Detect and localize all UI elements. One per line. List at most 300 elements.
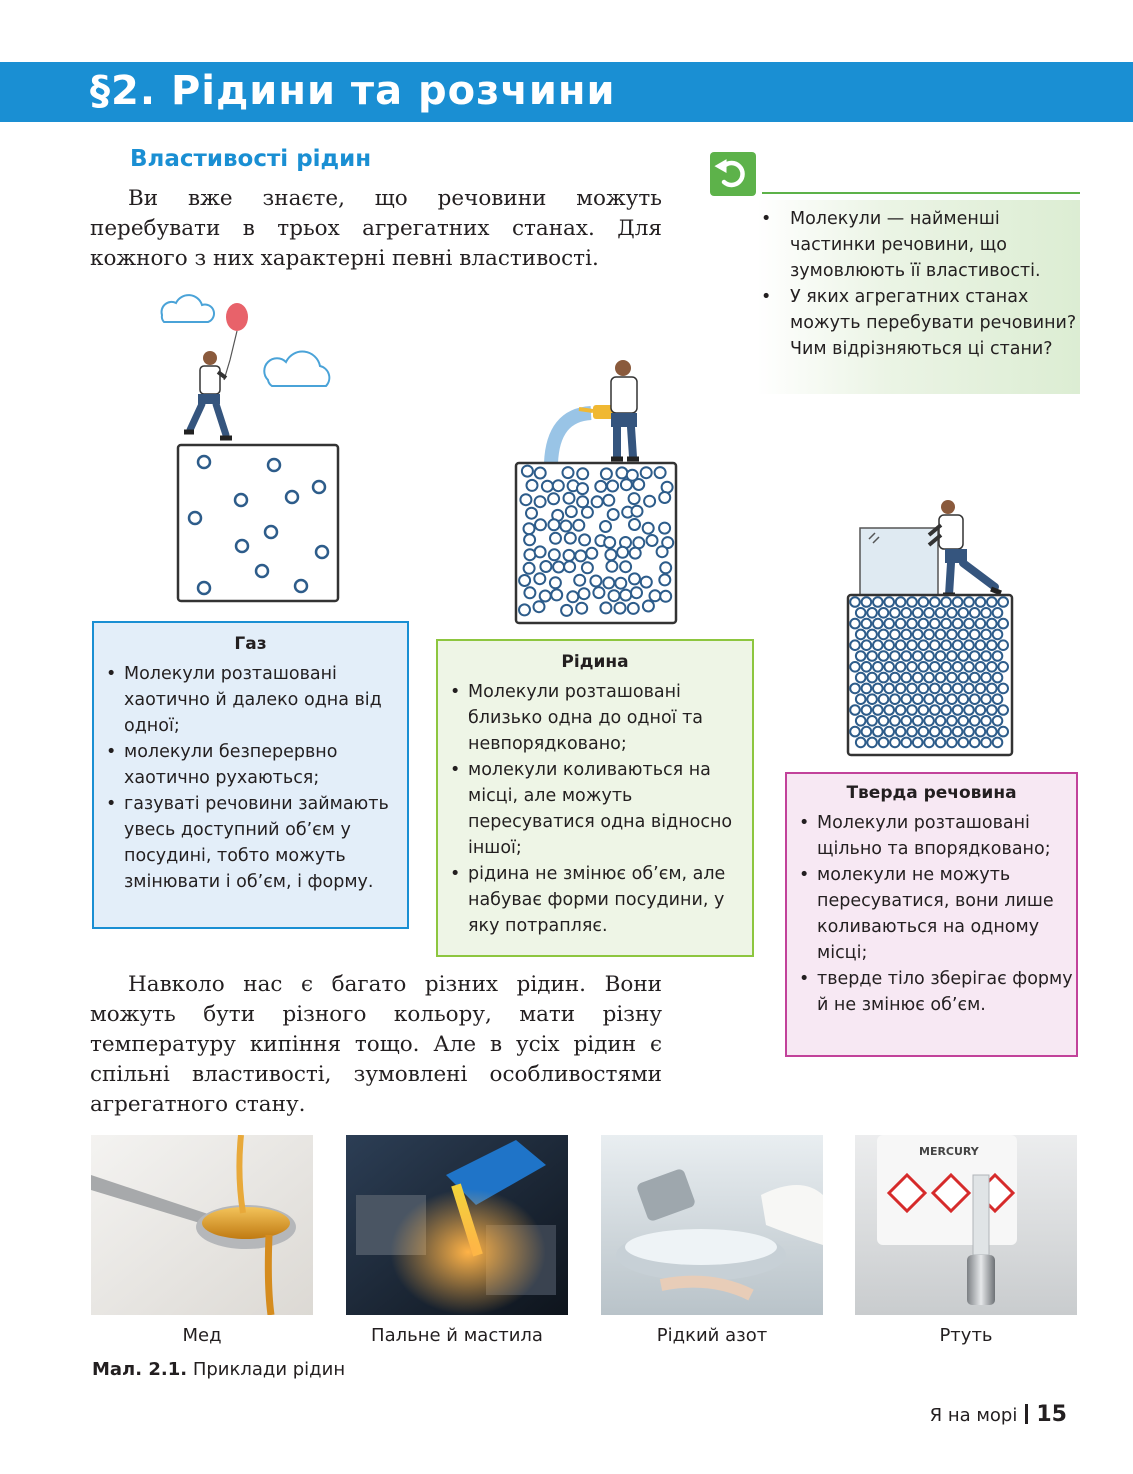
liquid-molecule (520, 494, 531, 505)
solid-molecule (993, 651, 1003, 661)
liquid-molecule (582, 562, 593, 573)
solid-molecule (867, 694, 877, 704)
solid-molecule (873, 662, 883, 672)
solid-molecule (964, 684, 974, 694)
solid-molecule (879, 716, 889, 726)
liquid-molecule (582, 507, 593, 518)
solid-molecule (959, 738, 969, 748)
solid-molecule (993, 716, 1003, 726)
solid-molecule (953, 705, 963, 715)
solid-molecule (896, 727, 906, 737)
liquid-molecule (600, 521, 611, 532)
solid-molecule (993, 673, 1003, 683)
solid-molecule (884, 727, 894, 737)
solid-molecule (993, 630, 1003, 640)
solid-molecule (907, 684, 917, 694)
solid-molecule (902, 630, 912, 640)
liquid-molecule (606, 561, 617, 572)
liquid-molecule (609, 590, 620, 601)
solid-molecule (913, 694, 923, 704)
solid-molecule (947, 694, 957, 704)
solid-molecule (902, 651, 912, 661)
solid-molecule (873, 597, 883, 607)
solid-molecule (879, 630, 889, 640)
photo-caption: Мед (182, 1325, 222, 1346)
solid-molecule (879, 694, 889, 704)
solid-molecule (981, 673, 991, 683)
solid-molecule (924, 738, 934, 748)
solid-molecule (919, 597, 929, 607)
solid-molecule (987, 619, 997, 629)
solid-molecule (941, 640, 951, 650)
liquid-box-title: Рідина (561, 652, 629, 672)
solid-molecule (930, 640, 940, 650)
solid-molecule (941, 684, 951, 694)
solid-molecule (896, 597, 906, 607)
liquid-molecule (603, 495, 614, 506)
solid-molecule (919, 727, 929, 737)
solid-molecule (873, 727, 883, 737)
solid-box-title: Тверда речовина (846, 783, 1017, 803)
solid-molecule (964, 727, 974, 737)
solid-molecule (987, 662, 997, 672)
solid-molecule (907, 619, 917, 629)
solid-molecule (896, 619, 906, 629)
solid-molecule (976, 619, 986, 629)
solid-molecule (930, 727, 940, 737)
liquid-molecule (607, 481, 618, 492)
solid-molecule (856, 608, 866, 618)
solid-molecule (890, 651, 900, 661)
solid-properties-box (785, 772, 1078, 1057)
solid-molecule (993, 738, 1003, 748)
solid-molecule (850, 640, 860, 650)
solid-molecule (890, 608, 900, 618)
liquid-molecule (655, 467, 666, 478)
solid-molecule (902, 694, 912, 704)
liquid-molecule (659, 492, 670, 503)
liquid-molecule (579, 588, 590, 599)
solid-molecule (924, 630, 934, 640)
liquid-molecule (615, 603, 626, 614)
solid-molecule (902, 738, 912, 748)
solid-molecule (913, 608, 923, 618)
solid-molecule (936, 716, 946, 726)
liquid-molecule (535, 468, 546, 479)
solid-molecule (936, 630, 946, 640)
solid-molecule (862, 727, 872, 737)
solid-molecule (907, 597, 917, 607)
intro-paragraph (90, 184, 662, 274)
solid-molecule (947, 716, 957, 726)
solid-molecule (953, 597, 963, 607)
solid-molecule (970, 630, 980, 640)
fuel-oil-photo (346, 1135, 568, 1315)
liquid-molecule (577, 468, 588, 479)
solid-molecule (919, 705, 929, 715)
intro-text: Ви вже знаєте, що речовини можуть перебувати в трьох агрегатних станах. Для кожного з них характерні певні властивості. (90, 186, 662, 271)
solid-molecule (964, 619, 974, 629)
solid-molecule (862, 684, 872, 694)
solid-molecule (873, 619, 883, 629)
solid-molecule (970, 608, 980, 618)
liquid-molecule (605, 549, 616, 560)
liquid-molecule (592, 496, 603, 507)
liquid-molecule (542, 481, 553, 492)
liquid-nitrogen-photo (601, 1135, 823, 1315)
solid-molecule (867, 716, 877, 726)
liquid-properties-box (436, 639, 754, 957)
solid-molecule (850, 727, 860, 737)
solid-molecule (947, 738, 957, 748)
solid-molecule (993, 694, 1003, 704)
solid-molecule (953, 684, 963, 694)
liquid-molecule (534, 601, 545, 612)
solid-illustration (845, 495, 1020, 760)
body-paragraph (90, 970, 662, 1120)
section-heading: Властивості рідин (130, 146, 372, 172)
solid-molecule (879, 738, 889, 748)
solid-molecule (919, 684, 929, 694)
liquid-illustration (513, 355, 688, 625)
solid-molecule (998, 619, 1008, 629)
solid-molecule (896, 662, 906, 672)
solid-molecule (970, 673, 980, 683)
liquid-molecule (540, 561, 551, 572)
solid-molecule (947, 673, 957, 683)
liquid-molecule (604, 537, 615, 548)
gas-property: • Молекули розташовані хаотично й далеко одна від одної; (94, 661, 407, 739)
solid-molecule (987, 705, 997, 715)
honey-photo (91, 1135, 313, 1315)
solid-molecule (998, 705, 1008, 715)
solid-molecule (941, 662, 951, 672)
liquid-molecule (567, 591, 578, 602)
solid-molecule (936, 673, 946, 683)
solid-molecule (873, 705, 883, 715)
solid-molecule (850, 619, 860, 629)
solid-molecule (981, 694, 991, 704)
solid-molecule (976, 640, 986, 650)
solid-molecule (879, 651, 889, 661)
figure-label: Мал. 2.1. (92, 1359, 188, 1380)
solid-molecule (856, 738, 866, 748)
solid-molecule (913, 673, 923, 683)
liquid-molecule (526, 508, 537, 519)
solid-molecule (907, 662, 917, 672)
liquid-molecule (620, 590, 631, 601)
solid-molecule (964, 662, 974, 672)
solid-molecule (987, 597, 997, 607)
solid-molecule (884, 597, 894, 607)
liquid-molecule (601, 468, 612, 479)
solid-molecule (890, 694, 900, 704)
solid-molecule (902, 608, 912, 618)
solid-molecule (856, 716, 866, 726)
solid-molecule (998, 684, 1008, 694)
solid-molecule (981, 651, 991, 661)
liquid-molecule (595, 481, 606, 492)
liquid-molecule (564, 550, 575, 561)
solid-molecule (907, 705, 917, 715)
liquid-molecule (660, 562, 671, 573)
solid-molecule (959, 694, 969, 704)
liquid-molecule (574, 575, 585, 586)
solid-molecule (862, 705, 872, 715)
liquid-molecule (573, 520, 584, 531)
solid-molecule (981, 716, 991, 726)
gas-illustration (150, 280, 350, 605)
solid-molecule (850, 684, 860, 694)
solid-molecule (867, 608, 877, 618)
solid-molecule (890, 673, 900, 683)
solid-molecule (873, 684, 883, 694)
solid-molecule (936, 694, 946, 704)
liquid-molecule (631, 587, 642, 598)
solid-molecule (953, 640, 963, 650)
solid-molecule (884, 640, 894, 650)
solid-molecule (850, 662, 860, 672)
solid-molecule (884, 619, 894, 629)
solid-molecule (867, 630, 877, 640)
liquid-molecule (590, 576, 601, 587)
solid-property: • молекули не можуть пересуватися, вони лише коливаються на одному місці; (787, 862, 1076, 966)
solid-molecule (953, 619, 963, 629)
solid-molecule (976, 727, 986, 737)
liquid-molecule (522, 466, 533, 477)
solid-molecule (856, 651, 866, 661)
liquid-molecule (630, 548, 641, 559)
liquid-molecule (641, 467, 652, 478)
liquid-property: • Молекули розташовані близько одна до одної та невпорядковано; (438, 679, 752, 757)
liquid-molecule (579, 534, 590, 545)
solid-molecule (998, 640, 1008, 650)
solid-molecule (941, 619, 951, 629)
solid-molecule (890, 738, 900, 748)
liquid-molecule (535, 546, 546, 557)
solid-molecule (896, 684, 906, 694)
solid-molecule (856, 694, 866, 704)
solid-molecule (862, 640, 872, 650)
solid-molecule (930, 619, 940, 629)
solid-molecule (919, 662, 929, 672)
solid-molecule (970, 716, 980, 726)
solid-molecule (941, 705, 951, 715)
solid-molecule (884, 684, 894, 694)
liquid-molecule (644, 496, 655, 507)
liquid-molecule (659, 574, 670, 585)
mercury-photo (855, 1135, 1077, 1315)
liquid-molecule (603, 577, 614, 588)
recall-item: • У яких агрегатних станах можуть перебувати речовини? Чим відрізняються ці стани? (757, 284, 1077, 362)
solid-molecule (896, 640, 906, 650)
solid-molecule (867, 651, 877, 661)
solid-molecule (924, 716, 934, 726)
solid-molecule (998, 727, 1008, 737)
liquid-molecule (629, 519, 640, 530)
solid-molecule (976, 662, 986, 672)
solid-molecule (930, 662, 940, 672)
solid-molecule (924, 608, 934, 618)
solid-molecule (964, 705, 974, 715)
solid-molecule (930, 597, 940, 607)
solid-molecule (902, 716, 912, 726)
liquid-molecule (566, 506, 577, 517)
liquid-molecule (548, 519, 559, 530)
solid-molecule (913, 716, 923, 726)
liquid-molecule (621, 479, 632, 490)
page-title: §2. Рідини та розчини (90, 68, 616, 114)
solid-molecule (981, 738, 991, 748)
solid-molecule (959, 673, 969, 683)
liquid-molecule (633, 479, 644, 490)
recall-arrow-icon (710, 152, 756, 196)
gas-property: • молекули безперервно хаотично рухаються; (94, 739, 407, 791)
solid-molecule (987, 684, 997, 694)
solid-molecule (953, 727, 963, 737)
gas-box-title: Газ (234, 634, 267, 654)
solid-molecule (924, 694, 934, 704)
solid-molecule (998, 597, 1008, 607)
recall-box (757, 200, 1080, 394)
book-title: Я на морі (929, 1405, 1018, 1426)
solid-molecule (907, 727, 917, 737)
solid-molecule (867, 673, 877, 683)
liquid-molecule (535, 519, 546, 530)
solid-molecule (936, 738, 946, 748)
solid-molecule (947, 630, 957, 640)
recall-item: • Молекули — найменші частинки речовини, що зумовлюють її властивості. (757, 206, 1077, 284)
solid-molecule (856, 630, 866, 640)
liquid-molecule (565, 533, 576, 544)
liquid-molecule (643, 601, 654, 612)
liquid-molecule (647, 535, 658, 546)
solid-molecule (959, 716, 969, 726)
solid-molecule (856, 673, 866, 683)
page-footer (930, 1400, 1067, 1431)
solid-molecule (970, 651, 980, 661)
body-text: Навколо нас є багато різних рідин. Вони можуть бути різного кольору, мати різну температуру кипіння тощо. Але в усіх рідин є спільні властивості, зумовлені особливостями агрегатного стану. (90, 972, 662, 1117)
liquid-molecule (615, 578, 626, 589)
liquid-molecule (629, 493, 640, 504)
gas-properties-box (92, 621, 409, 929)
liquid-molecule (524, 523, 535, 534)
liquid-molecule (660, 591, 671, 602)
solid-molecule (964, 640, 974, 650)
solid-molecule (884, 705, 894, 715)
liquid-molecule (524, 563, 535, 574)
liquid-molecule (643, 523, 654, 534)
title-bar (0, 62, 1133, 122)
liquid-molecule (564, 493, 575, 504)
liquid-molecule (577, 496, 588, 507)
liquid-molecule (628, 603, 639, 614)
solid-molecule (959, 651, 969, 661)
solid-molecule (890, 630, 900, 640)
liquid-molecule (519, 575, 530, 586)
liquid-molecule (550, 533, 561, 544)
liquid-molecule (550, 577, 561, 588)
solid-molecule (867, 738, 877, 748)
liquid-molecule (553, 562, 564, 573)
gas-property: • газуваті речовини займають увесь доступний об’єм у посудині, тобто можуть змінювати і об’єм, і форму. (94, 791, 407, 895)
recall-divider (762, 192, 1080, 194)
liquid-molecule (564, 561, 575, 572)
solid-molecule (919, 619, 929, 629)
liquid-molecule (608, 509, 619, 520)
liquid-property: • рідина не змінює об’єм, але набуває форми посудини, у яку потрапляє. (438, 861, 752, 939)
liquid-molecule (561, 605, 572, 616)
solid-molecule (850, 597, 860, 607)
liquid-molecule (629, 573, 640, 584)
solid-molecule (924, 673, 934, 683)
liquid-molecule (650, 590, 661, 601)
solid-molecule (936, 651, 946, 661)
solid-molecule (913, 738, 923, 748)
solid-molecule (976, 705, 986, 715)
solid-property: • тверде тіло зберігає форму й не змінює об’єм. (787, 966, 1076, 1018)
solid-molecule (902, 673, 912, 683)
liquid-molecule (620, 561, 631, 572)
solid-molecule (987, 640, 997, 650)
solid-molecule (947, 651, 957, 661)
solid-molecule (862, 662, 872, 672)
photo-caption: Пальне й мастила (371, 1325, 543, 1346)
liquid-molecule (662, 482, 673, 493)
liquid-molecule (659, 523, 670, 534)
solid-molecule (964, 597, 974, 607)
solid-molecule (919, 640, 929, 650)
liquid-molecule (576, 603, 587, 614)
figure-caption (92, 1358, 345, 1382)
liquid-molecule (575, 550, 586, 561)
liquid-molecule (549, 549, 560, 560)
solid-property: • Молекули розташовані щільно та впорядковано; (787, 810, 1076, 862)
liquid-molecule (519, 604, 530, 615)
solid-molecule (947, 608, 957, 618)
solid-molecule (884, 662, 894, 672)
solid-molecule (993, 608, 1003, 618)
solid-molecule (970, 738, 980, 748)
liquid-molecule (586, 548, 597, 559)
liquid-molecule (617, 547, 628, 558)
solid-molecule (959, 608, 969, 618)
liquid-molecule (535, 496, 546, 507)
solid-molecule (879, 608, 889, 618)
solid-molecule (941, 597, 951, 607)
photo-caption: Рідкий азот (656, 1325, 768, 1346)
footer-divider (1025, 1404, 1028, 1424)
liquid-molecule (534, 573, 545, 584)
solid-molecule (953, 662, 963, 672)
solid-molecule (913, 630, 923, 640)
solid-molecule (913, 651, 923, 661)
solid-molecule (890, 716, 900, 726)
liquid-molecule (641, 577, 652, 588)
liquid-molecule (548, 493, 559, 504)
liquid-molecule (551, 589, 562, 600)
solid-molecule (850, 705, 860, 715)
liquid-molecule (524, 587, 535, 598)
solid-molecule (976, 684, 986, 694)
solid-molecule (970, 694, 980, 704)
solid-molecule (936, 608, 946, 618)
liquid-molecule (577, 483, 588, 494)
solid-molecule (981, 608, 991, 618)
mercury-bottle-label: MERCURY (919, 1145, 979, 1158)
solid-molecule (981, 630, 991, 640)
solid-molecule (862, 619, 872, 629)
